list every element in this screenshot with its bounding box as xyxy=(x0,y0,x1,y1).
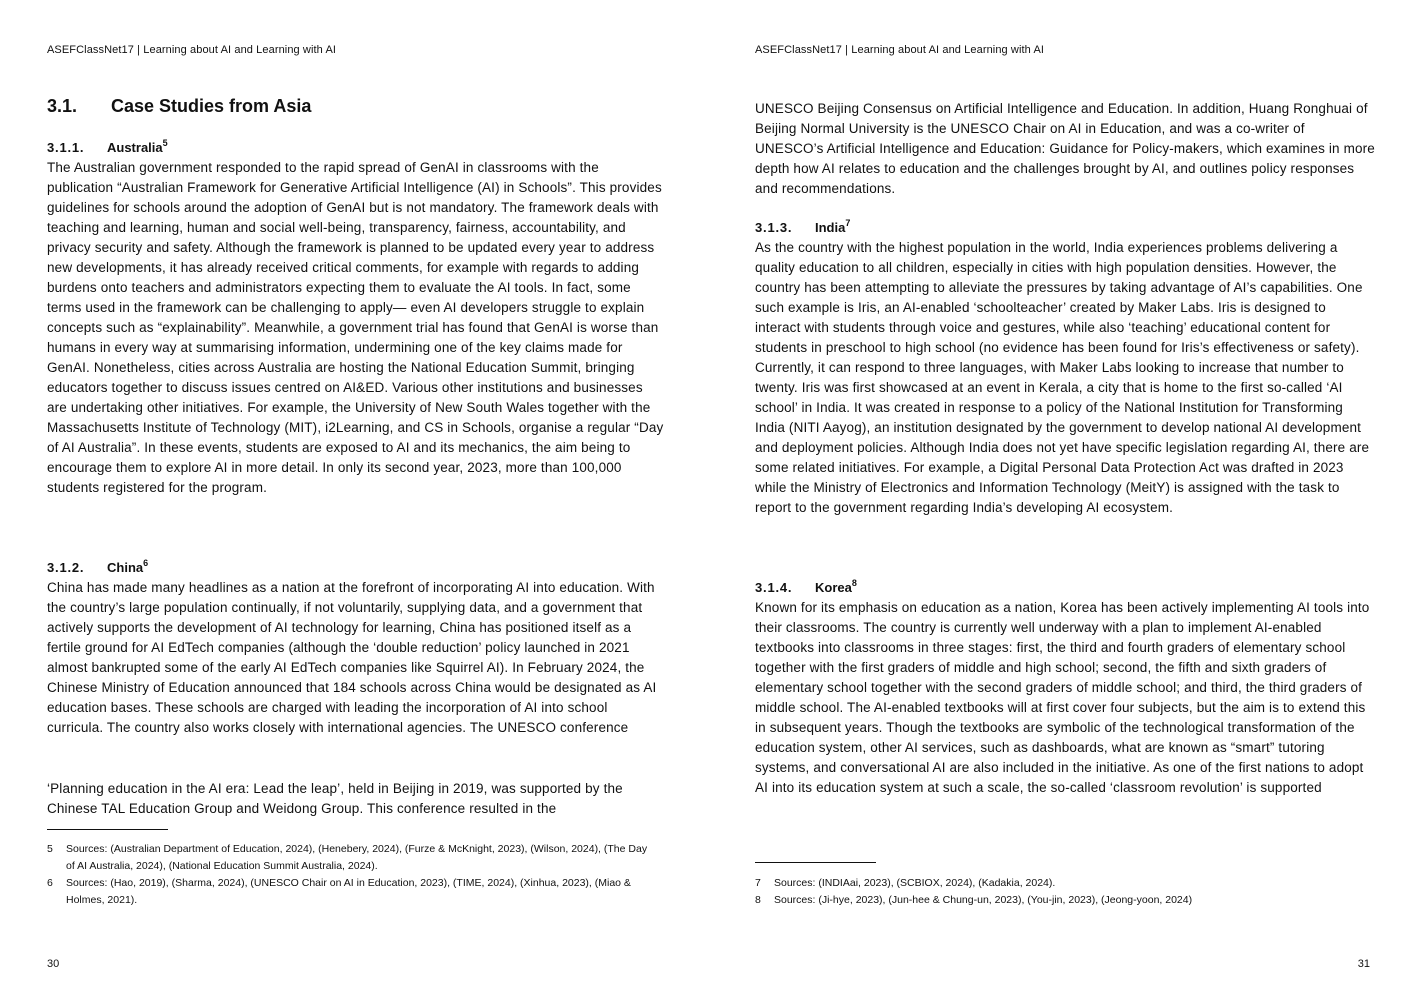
subsection-number: 3.1.2. xyxy=(47,560,85,575)
subsection-heading-china xyxy=(47,558,665,578)
china-paragraph: China has made many headlines as a nation at the forefront of incorporating AI into education. With the country’s large population continually, if not voluntarily, supplying data, and a government that actively supports the development of AI technology for learning, China has positioned itself as a fertile ground for AI EdTech companies (although the ‘double reduction’ policy launched in 2021 almost bankrupted some of the early AI EdTech companies like Squirrel AI). In February 2024, the Chinese Ministry of Education announced that 184 schools across China would be designated as AI education bases. These schools are charged with leading the incorporation of AI into school curricula. The country also works closely with international agencies. The UNESCO conference xyxy=(47,580,657,735)
china-paragraph-continued: ‘Planning education in the AI era: Lead the leap’, held in Beijing in 2019, was supported by the Chinese TAL Education Group and Weidong Group. This conference resulted in the xyxy=(47,781,623,816)
footnote-ref[interactable]: 5 xyxy=(162,138,168,148)
section-heading xyxy=(47,96,311,117)
australia-section xyxy=(47,138,665,498)
section-number: 3.1. xyxy=(47,96,78,116)
section-title: Case Studies from Asia xyxy=(111,96,312,116)
footnote-ref[interactable]: 7 xyxy=(845,218,851,228)
footnote-number: 6 xyxy=(47,877,53,889)
india-paragraph: As the country with the highest population in the world, India experiences problems delivering a quality education to all children, especially in cities with high population densities. However, the country has been attempting to alleviate the pressures by taking advantage of AI’s capabilities. One such example is Iris, an AI-enabled ‘schoolteacher’ created by Maker Labs. Iris is designed to interact with students through voice and gestures, while also ‘teaching’ educational content for students in preschool to high school (no evidence has been found for Iris’s effectiveness or safety). Currently, it can respond to three languages, with Maker Labs looking to increase that number to twenty. Iris was first showcased at an event in Kerala, a city that is home to the first so-called ‘AI school’ in India. It was created in response to a policy of the National Institution for Transforming India (NITI Aayog), an institution designated by the government to develop national AI development and deployment policies. Although India does not yet have specific legislation regarding AI, there are some related initiatives. For example, a Digital Personal Data Protection Act was drafted in 2023 while the Ministry of Electronics and Information Technology (MeitY) is assigned with the task to report to the government regarding India’s developing AI ecosystem. xyxy=(755,240,1370,515)
running-header: ASEFClassNet17 | Learning about AI and Learning with AI xyxy=(47,44,337,56)
footnote xyxy=(755,892,1355,909)
continuation-paragraph: UNESCO Beijing Consensus on Artificial Intelligence and Education. In addition, Huang Ronghuai of Beijing Normal University is the UNESCO Chair on AI in Education, and was a co-writer of UNESCO’s Artificial Intelligence and Education: Guidance for Policy-makers, which examines in more depth how AI relates to education and the challenges brought by AI, and outlines policy responses and recommendations. xyxy=(755,101,1375,196)
subsection-number: 3.1.1. xyxy=(47,140,85,155)
footnote-divider xyxy=(755,862,876,863)
india-section xyxy=(755,218,1375,518)
subsection-heading-australia xyxy=(47,138,665,158)
subsection-number: 3.1.4. xyxy=(755,580,793,595)
footnotes xyxy=(755,875,1355,909)
footnote-ref[interactable]: 8 xyxy=(851,578,857,588)
subsection-title: China xyxy=(107,560,144,575)
footnote-number: 8 xyxy=(755,894,761,906)
subsection-title: India xyxy=(815,220,846,235)
footnote-text: Sources: (Hao, 2019), (Sharma, 2024), (UNESCO Chair on AI in Education, 2023), (TIME, 2024), (Xinhua, 2023), (Miao & Holmes, 2021). xyxy=(66,877,631,906)
footnote xyxy=(47,875,657,909)
footnote xyxy=(755,875,1355,892)
footnote xyxy=(47,841,657,875)
footnote-text: Sources: (Australian Department of Education, 2024), (Henebery, 2024), (Furze & McKnight, 2023), (Wilson, 2024), (The Day of AI Australia, 2024), (National Education Summit Australia, 2024). xyxy=(66,843,648,872)
subsection-heading-india xyxy=(755,218,1375,238)
running-header: ASEFClassNet17 | Learning about AI and Learning with AI xyxy=(755,44,1045,56)
subsection-title: Australia xyxy=(107,140,163,155)
left-page xyxy=(0,0,708,987)
china-continuation xyxy=(755,99,1375,199)
china-continued xyxy=(47,779,665,819)
page-number: 31 xyxy=(1357,958,1370,970)
subsection-title: Korea xyxy=(815,580,852,595)
footnote-number: 7 xyxy=(755,877,761,889)
china-section xyxy=(47,558,665,738)
footnote-text: Sources: (INDIAai, 2023), (SCBIOX, 2024), (Kadakia, 2024). xyxy=(774,877,1056,889)
australia-paragraph: The Australian government responded to the rapid spread of GenAI in classrooms with the publication “Australian Framework for Generative Artificial Intelligence (AI) in Schools”. This provides guidelines for schools around the adoption of GenAI but is not mandatory. The framework deals with teaching and learning, human and social well-being, transparency, fairness, accountability, and privacy security and safety. Although the framework is planned to be updated every year to address new developments, it has already received critical comments, for example with regards to adding burdens onto teachers and administrators expecting them to evaluate the AI tools. In fact, some terms used in the framework can be challenging to apply— even AI developers struggle to explain concepts such as “explainability”. Meanwhile, a government trial has found that GenAI is worse than humans in every way at summarising information, undermining one of the key claims made for GenAI. Nonetheless, cities across Australia are hosting the National Education Summit, bringing educators together to discuss issues centred on AI&ED. Various other institutions and businesses are undertaking other initiatives. For example, the University of New South Wales together with the Massachusetts Institute of Technology (MIT), i2Learning, and CS in Schools, organise a regular “Day of AI Australia”. In these events, students are exposed to AI and its mechanics, the aim being to encourage them to explore AI in more detail. In only its second year, 2023, more than 100,000 students registered for the program. xyxy=(47,160,664,495)
right-page xyxy=(708,0,1417,987)
footnote-number: 5 xyxy=(47,843,53,855)
korea-paragraph: Known for its emphasis on education as a nation, Korea has been actively implementing AI tools into their classrooms. The country is currently well underway with a plan to implement AI-enabled textbooks into classrooms in three stages: first, the third and fourth graders of elementary school together with the first graders of middle and high school; second, the fifth and sixth graders of elementary school together with the second graders of middle school; and third, the third graders of middle school. The AI-enabled textbooks will at first cover four subjects, but the aim is to extend this in subsequent years. Though the textbooks are symbolic of the technological transformation of the education system, other AI services, such as dashboards, what are known as “smart” tutoring systems, and conversational AI are also included in the initiative. As one of the first nations to adopt AI into its education system at such a scale, the so-called ‘classroom revolution’ is supported xyxy=(755,600,1370,795)
footnotes xyxy=(47,841,657,909)
subsection-number: 3.1.3. xyxy=(755,220,793,235)
page-number: 30 xyxy=(47,958,60,970)
footnote-text: Sources: (Ji-hye, 2023), (Jun-hee & Chung-un, 2023), (You-jin, 2023), (Jeong-yoon, 2024) xyxy=(774,894,1193,906)
subsection-heading-korea xyxy=(755,578,1375,598)
footnote-divider xyxy=(47,829,168,830)
footnote-ref[interactable]: 6 xyxy=(143,558,149,568)
korea-section xyxy=(755,578,1375,798)
